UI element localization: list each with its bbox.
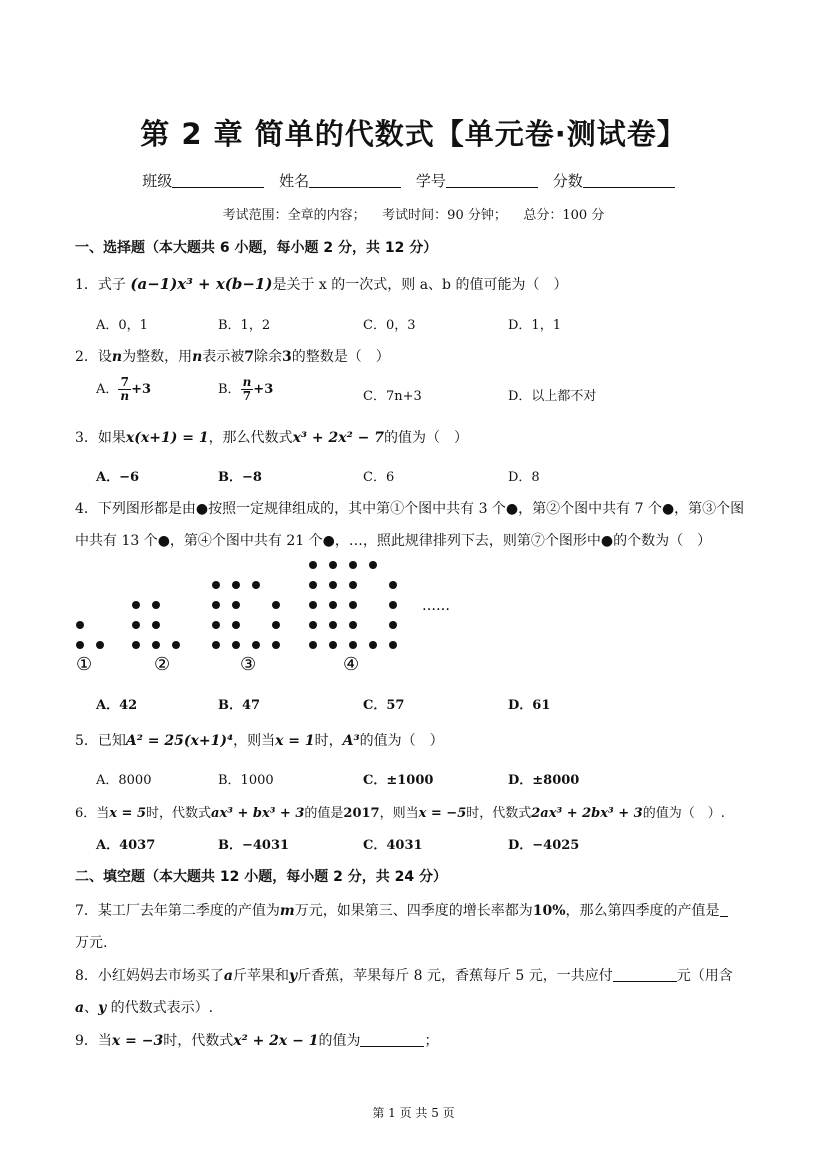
q3-post: 的值为（ ） xyxy=(383,430,468,446)
q5-option-a[interactable]: A．8000 xyxy=(96,773,152,788)
q4-dot xyxy=(232,581,240,589)
q4-figure-label-1: ① xyxy=(76,654,93,675)
question-7-line-2: 万元. xyxy=(75,935,108,951)
page-title: 第 2 章 简单的代数式【单元卷·测试卷】 xyxy=(140,117,687,151)
q4-figure-label-3: ③ xyxy=(240,654,257,675)
question-5 xyxy=(75,730,444,750)
q4-dot xyxy=(152,601,160,609)
q5-mid: ，则当 xyxy=(233,733,276,749)
q4-dot-pattern-figure xyxy=(70,560,470,680)
name-label: 姓名 xyxy=(279,172,310,190)
q4-dot xyxy=(329,581,337,589)
q6-mid1: 时，代数式 xyxy=(146,806,212,821)
q6-post: 的值为（ ）. xyxy=(642,806,725,821)
q6-expr2: 2ax³ + 2bx³ + 3 xyxy=(531,806,643,821)
section-heading-choice: 一、选择题（本大题共 6 小题，每小题 2 分，共 12 分） xyxy=(75,240,438,256)
q8-var-y: y xyxy=(289,968,298,984)
q4-dot xyxy=(232,621,240,629)
q7-rate: 10% xyxy=(532,903,566,919)
q4-dots xyxy=(76,561,397,649)
q2-var-n: n xyxy=(111,349,123,365)
q2-text-b: 为整数，用 xyxy=(122,349,193,365)
q4-dot xyxy=(389,621,397,629)
q1-option-b[interactable]: B．1，2 xyxy=(218,318,271,333)
q4-dot xyxy=(369,641,377,649)
q4-dot xyxy=(329,601,337,609)
q3-mid: ，那么代数式 xyxy=(208,430,293,446)
q4-dot xyxy=(329,621,337,629)
q2-seven: 7 xyxy=(244,349,255,365)
student-info-line xyxy=(0,170,827,191)
q8-line2-var-a: a xyxy=(75,1000,85,1016)
q6-when2: x = −5 xyxy=(418,806,467,821)
q5-option-d[interactable]: D．±8000 xyxy=(508,773,580,788)
q4-figure-4 xyxy=(309,561,397,649)
q4-dot xyxy=(389,581,397,589)
question-2 xyxy=(75,346,390,366)
q2-text-c: 表示被 xyxy=(202,349,245,365)
q6-mid4: 时，代数式 xyxy=(466,806,532,821)
q7-text-a: 7．某工厂去年第二季度的产值为 xyxy=(75,903,280,919)
q4-dot xyxy=(252,641,260,649)
q5-when: x = 1 xyxy=(275,733,315,749)
q2-option-a-fraction xyxy=(118,376,131,403)
q4-dot xyxy=(389,601,397,609)
q1-expression: (a−1)x³ + x(b−1) xyxy=(130,275,273,293)
q4-option-d[interactable]: D．61 xyxy=(508,698,551,713)
q8-var-a: a xyxy=(223,968,233,984)
q4-dot xyxy=(76,621,84,629)
q4-dot xyxy=(349,641,357,649)
question-6 xyxy=(75,802,725,821)
q2-option-c[interactable]: C．7n+3 xyxy=(363,389,422,404)
q5-post2: 的值为（ ） xyxy=(359,733,444,749)
q8-line2-text: 的代数式表示）. xyxy=(106,1000,214,1016)
q4-figure-ellipsis: …… xyxy=(422,598,450,614)
question-8-line-1 xyxy=(75,965,733,985)
q8-text-b: 斤苹果和 xyxy=(233,968,289,984)
q4-option-b[interactable]: B．47 xyxy=(218,698,261,713)
q4-option-c[interactable]: C．57 xyxy=(363,698,405,713)
q4-dot xyxy=(349,581,357,589)
q4-dot xyxy=(349,601,357,609)
score-blank[interactable] xyxy=(583,173,675,188)
q4-dot xyxy=(212,621,220,629)
q6-pre: 6．当 xyxy=(75,806,110,821)
q4-dot xyxy=(309,641,317,649)
q2-option-a-label: A． xyxy=(96,382,119,397)
q4-dot xyxy=(152,621,160,629)
q6-expr1: ax³ + bx³ + 3 xyxy=(211,806,305,821)
q4-dot xyxy=(212,581,220,589)
q8-line2-sep: 、 xyxy=(84,1000,99,1016)
q4-dot xyxy=(232,601,240,609)
page-footer: 第 1 页 共 5 页 xyxy=(372,1106,455,1120)
q2-text-d: 除余 xyxy=(254,349,283,365)
q5-post1: 时， xyxy=(314,733,343,749)
q4-figure-1 xyxy=(76,621,104,649)
q3-expression: x³ + 2x² − 7 xyxy=(292,430,384,446)
q9-mid: 时，代数式 xyxy=(163,1033,234,1049)
q4-dot xyxy=(349,621,357,629)
question-4-line-2: 中共有 13 个●，第④个图中共有 21 个●，…，照此规律排列下去，则第⑦个图形中●的个数为（ ） xyxy=(75,533,712,549)
q3-condition: x(x+1) = 1 xyxy=(125,430,209,446)
q6-mid2: 的值是 xyxy=(304,806,344,821)
q4-dot xyxy=(349,561,357,569)
q4-dot xyxy=(96,641,104,649)
q4-dot xyxy=(309,621,317,629)
q7-text-b: 万元，如果第三、四季度的增长率都为 xyxy=(294,903,533,919)
score-label: 分数 xyxy=(552,172,583,190)
q4-figure-label-2: ② xyxy=(154,654,171,675)
q3-pre: 3．如果 xyxy=(75,430,126,446)
q9-when: x = −3 xyxy=(111,1033,164,1049)
q2-option-a[interactable] xyxy=(96,376,151,403)
q9-post: 的值为 xyxy=(318,1033,361,1049)
q2-option-b-num: n xyxy=(242,375,252,389)
q4-dot xyxy=(329,641,337,649)
q4-figure-label-4: ④ xyxy=(343,654,360,675)
question-3 xyxy=(75,427,468,447)
q2-three: 3 xyxy=(282,349,292,365)
q5-option-c[interactable]: C．±1000 xyxy=(363,773,434,788)
q2-text-e: 的整数是（ ） xyxy=(291,349,390,365)
q2-option-a-tail: +3 xyxy=(131,382,152,397)
q1-number: 1． xyxy=(75,277,98,293)
question-8-line-2 xyxy=(75,997,213,1017)
q4-dot xyxy=(309,601,317,609)
q6-when1: x = 5 xyxy=(109,806,147,821)
q4-dot xyxy=(272,621,280,629)
q4-figure-2 xyxy=(132,601,180,649)
q1-option-a[interactable]: A．0，1 xyxy=(96,318,148,333)
q9-tail: ； xyxy=(424,1033,439,1049)
q3-option-a[interactable]: A．−6 xyxy=(96,470,140,485)
question-9 xyxy=(75,1030,438,1050)
q2-var-n-2: n xyxy=(192,349,203,365)
q6-option-d[interactable]: D．−4025 xyxy=(508,838,580,853)
q4-dot xyxy=(132,641,140,649)
q3-option-d[interactable]: D．8 xyxy=(508,470,540,485)
question-1 xyxy=(75,274,567,294)
q4-dot xyxy=(272,601,280,609)
q2-option-b-den: 7 xyxy=(242,389,252,403)
q5-pre: 5．已知 xyxy=(75,733,126,749)
q4-dot xyxy=(309,581,317,589)
q4-dot xyxy=(369,561,377,569)
id-label: 学号 xyxy=(415,172,446,190)
q4-dot xyxy=(132,621,140,629)
q4-dot xyxy=(389,641,397,649)
q9-expression: x² + 2x − 1 xyxy=(233,1033,319,1049)
q2-option-b-fraction xyxy=(241,376,254,403)
q4-dot xyxy=(232,641,240,649)
q4-figure-3 xyxy=(212,581,280,649)
q1-pre: 式子 xyxy=(97,277,126,293)
q3-option-b[interactable]: B．−8 xyxy=(218,470,262,485)
q2-option-b-tail: +3 xyxy=(253,382,274,397)
q1-post: 是关于 x 的一次式，则 a、b 的值可能为（ ） xyxy=(272,277,568,293)
class-label: 班级 xyxy=(142,172,173,190)
q5-option-b[interactable]: B．1000 xyxy=(218,773,274,788)
q9-pre: 9．当 xyxy=(75,1033,112,1049)
q4-dot xyxy=(132,601,140,609)
q4-dot xyxy=(272,641,280,649)
q6-option-c[interactable]: C．4031 xyxy=(363,838,423,853)
q4-dot xyxy=(212,601,220,609)
q2-option-b[interactable] xyxy=(218,376,273,403)
q7-text-c: ，那么第四季度的产值是 xyxy=(565,903,720,919)
q3-option-c[interactable]: C．6 xyxy=(363,470,395,485)
q1-option-d[interactable]: D．1，1 xyxy=(508,318,561,333)
exam-scope: 考试范围：全章的内容； 考试时间：90 分钟； 总分：100 分 xyxy=(222,208,605,223)
q5-condition: A² = 25(x+1)⁴ xyxy=(125,733,234,749)
q8-line2-var-y: y xyxy=(98,1000,107,1016)
q2-option-a-den: n xyxy=(120,389,130,403)
q7-answer-blank[interactable] xyxy=(720,902,728,917)
question-4-line-1: 4．下列图形都是由●按照一定规律组成的，其中第①个图中共有 3 个●，第②个图中共有 7 个●，第③个图 xyxy=(75,501,745,517)
q4-dot xyxy=(152,641,160,649)
q6-option-a[interactable]: A．4037 xyxy=(96,838,156,853)
q4-dot xyxy=(212,641,220,649)
q4-dot xyxy=(76,641,84,649)
class-blank[interactable] xyxy=(172,173,264,188)
q8-text-d: 元（用含 xyxy=(676,968,733,984)
q4-dot xyxy=(172,641,180,649)
q9-answer-blank[interactable] xyxy=(360,1032,424,1047)
q8-answer-blank[interactable] xyxy=(613,967,677,982)
id-blank[interactable] xyxy=(446,173,538,188)
q4-dot xyxy=(252,581,260,589)
q2-option-a-num: 7 xyxy=(118,376,131,390)
q2-text-a: 2．设 xyxy=(75,349,112,365)
q4-dot xyxy=(329,561,337,569)
q6-mid3: ，则当 xyxy=(379,806,419,821)
q8-text-a: 8．小红妈妈去市场买了 xyxy=(75,968,224,984)
question-7-line-1 xyxy=(75,900,728,920)
q6-value: 2017 xyxy=(343,806,380,821)
q4-dot xyxy=(309,561,317,569)
q4-option-a[interactable]: A．42 xyxy=(96,698,138,713)
q2-option-d[interactable]: D．以上都不对 xyxy=(508,389,597,404)
name-blank[interactable] xyxy=(309,173,401,188)
q5-target: A³ xyxy=(342,733,360,749)
q6-option-b[interactable]: B．−4031 xyxy=(218,838,290,853)
q7-var-m: m xyxy=(279,903,295,919)
q8-text-c: 斤香蕉，苹果每斤 8 元，香蕉每斤 5 元，一共应付 xyxy=(297,968,613,984)
section-heading-fill: 二、填空题（本大题共 12 小题，每小题 2 分，共 24 分） xyxy=(75,869,447,885)
q1-option-c[interactable]: C．0，3 xyxy=(363,318,416,333)
q2-option-b-label: B． xyxy=(218,382,241,397)
